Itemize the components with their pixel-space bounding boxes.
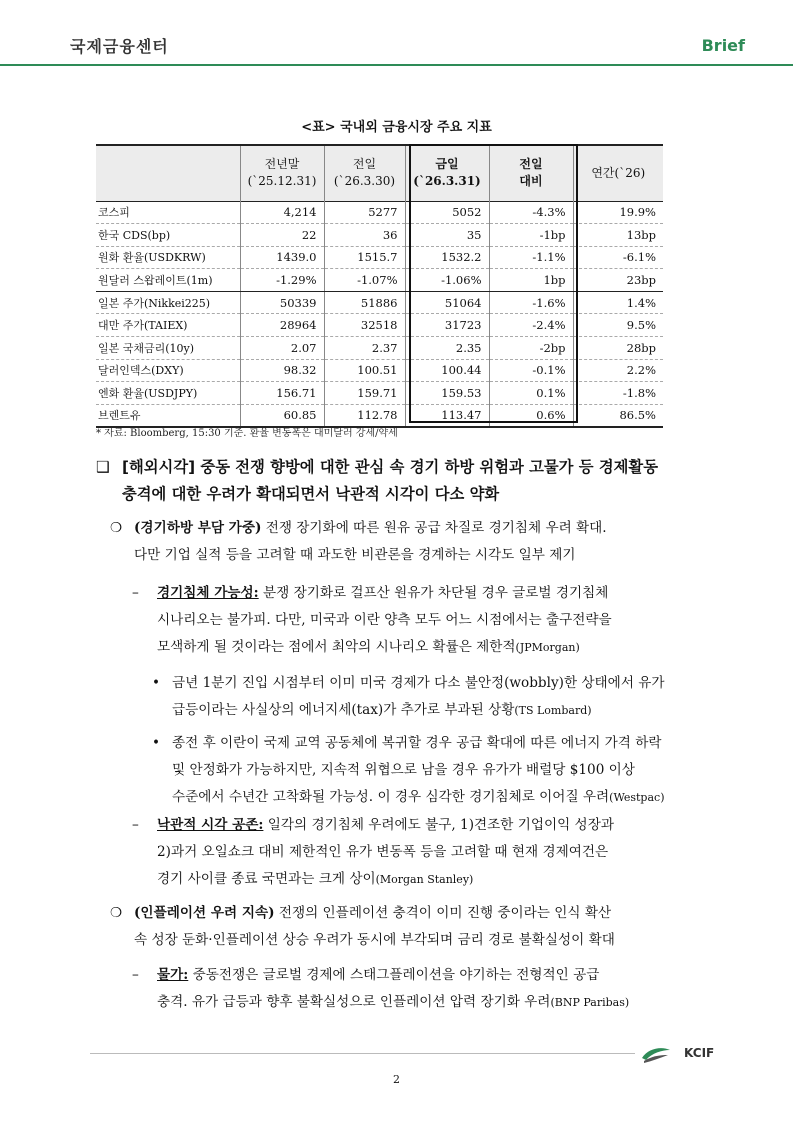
subitem-line: 모색하게 될 것이라는 점에서 최악의 시나리오 확률은 제한적 (157, 639, 516, 655)
row-value: -4.3% (489, 201, 573, 224)
row-value: 23bp (573, 269, 663, 292)
row-value: -1bp (489, 224, 573, 247)
subitem-head: 경기침체 가능성: (157, 585, 259, 601)
row-value: 1.4% (573, 291, 663, 314)
row-value: 1532.2 (405, 246, 489, 269)
row-value: 51886 (324, 291, 405, 314)
row-value: 86.5% (573, 404, 663, 427)
row-value: 113.47 (405, 404, 489, 427)
table-title: <표> 국내외 금융시장 주요 지표 (301, 120, 492, 135)
table-row (96, 382, 663, 405)
row-value: 0.6% (489, 404, 573, 427)
indicator-table (96, 144, 663, 428)
table-row (96, 291, 663, 314)
row-value: 31723 (405, 314, 489, 337)
table-source-note: * 자료: Bloomberg, 15:30 기준. 환율 변동폭은 대미달러 강세/약세 (96, 428, 398, 439)
row-value: -2.4% (489, 314, 573, 337)
header-ytd: 연간(`26) (573, 145, 663, 201)
row-value: 1bp (489, 269, 573, 292)
table-row (96, 269, 663, 292)
paragraph-inflation-concern (110, 900, 615, 954)
row-label: 원달러 스왑레이트(1m) (96, 269, 240, 292)
paragraph-head: (인플레이션 우려 지속) (134, 905, 275, 921)
org-name: 국제금융센터 (70, 37, 169, 56)
row-value: 51064 (405, 291, 489, 314)
dot-bullet-icon: • (152, 675, 161, 691)
row-value: 13bp (573, 224, 663, 247)
dash-bullet-icon: – (132, 967, 139, 983)
row-value: 2.35 (405, 337, 489, 360)
row-value: -1.07% (324, 269, 405, 292)
subitem-head: 물가: (157, 967, 189, 983)
row-value: 50339 (240, 291, 324, 314)
bullet-line: 금년 1분기 진입 시점부터 이미 미국 경제가 다소 불안정(wobbly)한 상태에서 유가 (172, 675, 665, 691)
row-value: 100.44 (405, 359, 489, 382)
bullet-line: 및 안정화가 가능하지만, 지속적 위협으로 남을 경우 유가가 배럴당 $100 이상 (172, 762, 635, 778)
source-tag: (JPMorgan) (515, 641, 580, 654)
indicator-table-wrap (96, 144, 663, 428)
row-value: 60.85 (240, 404, 324, 427)
dot-bullet-icon: • (152, 735, 161, 751)
row-value: 5277 (324, 201, 405, 224)
table-row (96, 314, 663, 337)
circle-bullet-icon: ❍ (110, 520, 123, 536)
row-label: 한국 CDS(bp) (96, 224, 240, 247)
row-value: 156.71 (240, 382, 324, 405)
row-label: 대만 주가(TAIEX) (96, 314, 240, 337)
row-value: 98.32 (240, 359, 324, 382)
row-value: -1.1% (489, 246, 573, 269)
row-value: 5052 (405, 201, 489, 224)
row-value: 112.78 (324, 404, 405, 427)
header-blank (96, 145, 240, 201)
row-value: 0.1% (489, 382, 573, 405)
table-header-row (96, 145, 663, 201)
bullet-us-economy (152, 670, 665, 724)
subitem-head: 낙관적 시각 공존: (157, 817, 264, 833)
footer-logo-text: KCIF (684, 1046, 715, 1060)
row-label: 브렌트유 (96, 404, 240, 427)
row-value: 36 (324, 224, 405, 247)
row-value: 100.51 (324, 359, 405, 382)
row-value: 2.2% (573, 359, 663, 382)
row-value: -0.1% (489, 359, 573, 382)
table-row (96, 224, 663, 247)
source-tag: (Morgan Stanley) (375, 873, 474, 886)
subitem-line: 시나리오는 불가피. 다만, 미국과 이란 양측 모두 어느 시점에서는 출구전략을 (157, 612, 612, 628)
paragraph-line: 다만 기업 실적 등을 고려할 때 과도한 비관론을 경계하는 시각도 일부 제기 (134, 547, 576, 563)
table-row (96, 201, 663, 224)
table-row (96, 359, 663, 382)
paragraph-head: (경기하방 부담 가중) (134, 520, 262, 536)
row-value: -1.8% (573, 382, 663, 405)
section-heading-line1: [해외시각] 중동 전쟁 향방에 대한 관심 속 경기 하방 위험과 고물가 등 경제활동 (122, 458, 658, 476)
row-value: -1.6% (489, 291, 573, 314)
row-value: 2.37 (324, 337, 405, 360)
row-value: 35 (405, 224, 489, 247)
row-label: 일본 국채금리(10y) (96, 337, 240, 360)
row-value: 28bp (573, 337, 663, 360)
bullet-line: 급등이라는 사실상의 에너지세(tax)가 추가로 부과된 상황 (172, 702, 515, 718)
section-heading (96, 454, 706, 508)
row-value: 1439.0 (240, 246, 324, 269)
bullet-line: 수준에서 수년간 고착화될 가능성. 이 경우 심각한 경기침체로 이어질 우려 (172, 789, 610, 805)
paragraph-line: 전쟁의 인플레이션 충격이 이미 진행 중이라는 인식 확산 (274, 905, 612, 921)
circle-bullet-icon: ❍ (110, 905, 123, 921)
row-value: 28964 (240, 314, 324, 337)
row-value: -1.06% (405, 269, 489, 292)
row-label: 코스피 (96, 201, 240, 224)
dash-bullet-icon: – (132, 817, 139, 833)
subitem-line: 일각의 경기침체 우려에도 불구, 1)견조한 기업이익 성장과 (263, 817, 614, 833)
row-value: -6.1% (573, 246, 663, 269)
row-value: 19.9% (573, 201, 663, 224)
page-number: 2 (393, 1073, 400, 1086)
source-tag: (Westpac) (609, 791, 665, 804)
subitem-optimistic-view (132, 812, 614, 893)
source-tag: (TS Lombard) (514, 704, 592, 717)
brief-label: Brief (701, 36, 745, 55)
header-today: 금일 (`26.3.31) (405, 145, 489, 201)
subitem-line: 중동전쟁은 글로벌 경제에 스태그플레이션을 야기하는 전형적인 공급 (188, 967, 600, 983)
bullet-line: 종전 후 이란이 국제 교역 공동체에 복귀할 경우 공급 확대에 따른 에너지 가격 하락 (172, 735, 662, 751)
row-label: 일본 주가(Nikkei225) (96, 291, 240, 314)
section-heading-line2: 충격에 대한 우려가 확대되면서 낙관적 시각이 다소 약화 (122, 485, 500, 503)
header-day-change: 전일 대비 (489, 145, 573, 201)
paragraph-line: 전쟁 장기화에 따른 원유 공급 차질로 경기침체 우려 확대. (261, 520, 607, 536)
subitem-prices (132, 962, 629, 1016)
table-row (96, 337, 663, 360)
row-value: 159.71 (324, 382, 405, 405)
dash-bullet-icon: – (132, 585, 139, 601)
header-divider (0, 64, 793, 66)
subitem-line: 충격. 유가 급등과 향후 불확실성으로 인플레이션 압력 장기화 우려 (157, 994, 551, 1010)
subitem-line: 분쟁 장기화로 걸프산 원유가 차단될 경우 글로벌 경기침체 (258, 585, 609, 601)
row-value: 2.07 (240, 337, 324, 360)
row-value: 32518 (324, 314, 405, 337)
subitem-recession-possibility (132, 580, 612, 661)
header-prev-day: 전일 (`26.3.30) (324, 145, 405, 201)
paragraph-recession-burden (110, 515, 607, 569)
row-label: 달러인덱스(DXY) (96, 359, 240, 382)
row-value: 22 (240, 224, 324, 247)
footer-divider (90, 1053, 635, 1054)
row-value: 4,214 (240, 201, 324, 224)
subitem-line: 경기 사이클 종료 국면과는 크게 상이 (157, 871, 376, 887)
row-value: 1515.7 (324, 246, 405, 269)
row-value: 159.53 (405, 382, 489, 405)
square-bullet-icon: ❑ (96, 458, 110, 476)
row-value: 9.5% (573, 314, 663, 337)
row-value: -1.29% (240, 269, 324, 292)
row-value: -2bp (489, 337, 573, 360)
header-prev-year-end: 전년말 (`25.12.31) (240, 145, 324, 201)
paragraph-line: 속 성장 둔화·인플레이션 상승 우려가 동시에 부각되며 금리 경로 불확실성이 확대 (134, 932, 615, 948)
source-tag: (BNP Paribas) (550, 996, 630, 1009)
table-row (96, 246, 663, 269)
kcif-logo-icon (640, 1044, 672, 1064)
bullet-iran-scenario (152, 730, 664, 811)
row-label: 원화 환율(USDKRW) (96, 246, 240, 269)
row-label: 엔화 환율(USDJPY) (96, 382, 240, 405)
subitem-line: 2)과거 오일쇼크 대비 제한적인 유가 변동폭 등을 고려할 때 현재 경제여건은 (157, 844, 609, 860)
